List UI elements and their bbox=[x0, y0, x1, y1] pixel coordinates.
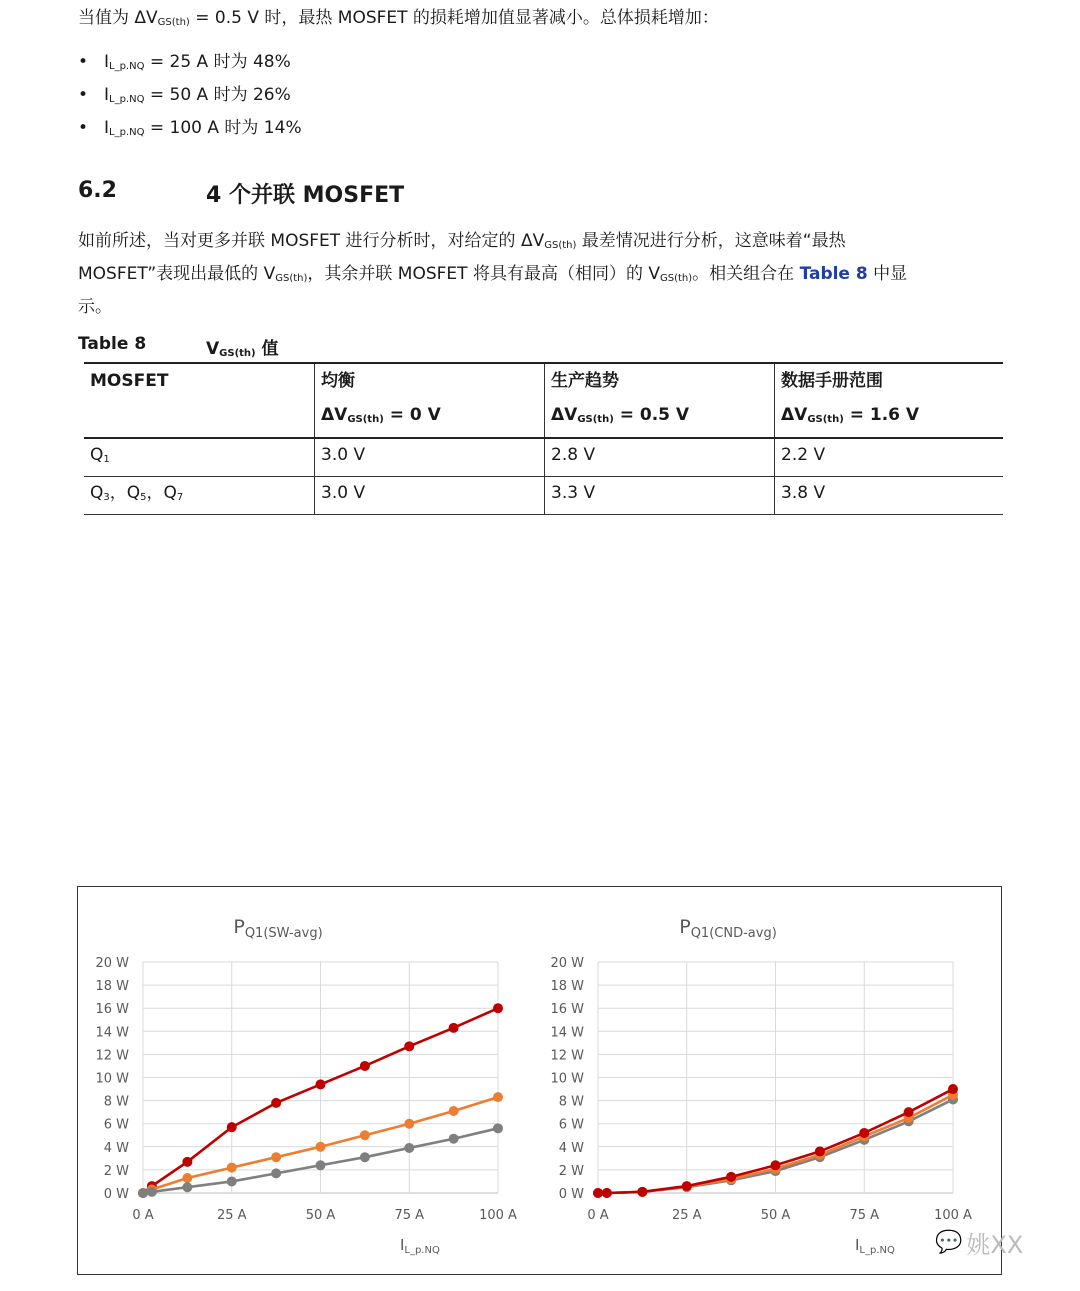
table-cell: 3.0 V bbox=[315, 477, 545, 515]
data-point bbox=[404, 1041, 414, 1051]
data-point bbox=[493, 1092, 503, 1102]
row-label: $Q_3$，$Q_5$，$Q_7$ bbox=[84, 477, 315, 515]
data-point bbox=[227, 1176, 237, 1186]
section-title: 4 个并联 MOSFET bbox=[206, 183, 405, 208]
data-point bbox=[449, 1134, 459, 1144]
intro-text: 当值为 $\Delta V_{GS(th)} = 0.5$ V 时，最热 MOSFET 的损耗增加值显著减小。总体损耗增加： bbox=[78, 8, 719, 28]
data-point bbox=[227, 1122, 237, 1132]
table-title: $V_{GS(th)}$ 值 bbox=[206, 339, 279, 359]
y-tick-label: 20 W bbox=[95, 956, 129, 971]
y-tick-label: 4 W bbox=[558, 1140, 584, 1156]
table-cell: 2.2 V bbox=[775, 438, 1004, 477]
table-cell: 3.0 V bbox=[315, 438, 545, 477]
y-tick-label: 12 W bbox=[550, 1048, 584, 1064]
data-point bbox=[360, 1130, 370, 1140]
data-point bbox=[271, 1168, 281, 1178]
y-tick-label: 10 W bbox=[95, 1071, 129, 1087]
data-point bbox=[682, 1181, 692, 1191]
x-tick-label: 75 A bbox=[849, 1208, 880, 1223]
x-tick-label: 100 A bbox=[479, 1208, 517, 1223]
table-row bbox=[84, 477, 1003, 515]
data-point bbox=[316, 1142, 326, 1152]
data-point bbox=[404, 1119, 414, 1129]
x-tick-label: 100 A bbox=[934, 1208, 972, 1223]
y-tick-label: 18 W bbox=[550, 979, 584, 995]
y-tick-label: 0 W bbox=[103, 1187, 129, 1202]
data-point bbox=[271, 1152, 281, 1162]
table-header-row bbox=[84, 363, 1003, 438]
data-point bbox=[404, 1143, 414, 1153]
data-point bbox=[815, 1146, 825, 1156]
wechat-icon: 💬 bbox=[935, 1230, 963, 1255]
x-tick-label: 0 A bbox=[587, 1208, 609, 1223]
data-point bbox=[138, 1188, 148, 1198]
section-number: 6.2 bbox=[78, 178, 117, 203]
y-tick-label: 6 W bbox=[558, 1117, 584, 1133]
y-tick-label: 14 W bbox=[95, 1025, 129, 1041]
x-tick-label: 25 A bbox=[216, 1208, 247, 1223]
x-tick-label: 50 A bbox=[760, 1208, 791, 1223]
table-8-link[interactable]: Table 8 bbox=[799, 264, 868, 284]
y-tick-label: 18 W bbox=[95, 979, 129, 995]
header-datasheet-range: 数据手册范围 $\Delta V_{GS(th)} = 1.6$ V bbox=[775, 363, 1004, 438]
data-point bbox=[602, 1188, 612, 1198]
table-row bbox=[84, 438, 1003, 477]
data-point bbox=[948, 1084, 958, 1094]
data-point bbox=[493, 1123, 503, 1133]
watermark-text: 姚XX bbox=[966, 1231, 1024, 1259]
data-point bbox=[147, 1187, 157, 1197]
y-tick-label: 2 W bbox=[558, 1163, 584, 1179]
y-tick-label: 8 W bbox=[558, 1094, 584, 1110]
body-paragraph: 如前所述，当对更多并联 MOSFET 进行分析时，对给定的 $\Delta V_{GS(th)}$ 最差情况进行分析，这意味着“最热 MOSFET”表现出最低的 $V_{GS(th)}$，其余并联 MOSFET 将具有最高（相同）的 $V_{GS(th)}$。相关组合在 Table 8 中显 示。 bbox=[78, 231, 908, 317]
list-item: • $I_{L\_p.NQ} = 50$ A 时为 26% bbox=[78, 80, 302, 113]
list-item: • $I_{L\_p.NQ} = 100$ A 时为 14% bbox=[78, 113, 302, 146]
charts-frame bbox=[77, 886, 1002, 1275]
chart-title: $P_{Q1(SW-avg)}$ bbox=[233, 916, 323, 941]
data-point bbox=[316, 1160, 326, 1170]
x-axis-label: IL_p.NQ bbox=[854, 1236, 895, 1256]
chart-title: $P_{Q1(CND-avg)}$ bbox=[679, 916, 777, 941]
data-point bbox=[316, 1079, 326, 1089]
table-cell: 3.3 V bbox=[545, 477, 775, 515]
data-point bbox=[360, 1152, 370, 1162]
y-tick-label: 14 W bbox=[550, 1025, 584, 1041]
table-cell: 2.8 V bbox=[545, 438, 775, 477]
header-mosfet: MOSFET bbox=[90, 371, 169, 391]
data-point bbox=[904, 1107, 914, 1117]
x-tick-label: 50 A bbox=[305, 1208, 336, 1223]
data-point bbox=[360, 1061, 370, 1071]
y-tick-label: 20 W bbox=[550, 956, 584, 971]
y-tick-label: 10 W bbox=[550, 1071, 584, 1087]
data-point bbox=[449, 1023, 459, 1033]
row-label: $Q_1$ bbox=[84, 438, 315, 477]
x-tick-label: 25 A bbox=[671, 1208, 702, 1223]
data-point bbox=[593, 1188, 603, 1198]
y-tick-label: 12 W bbox=[95, 1048, 129, 1064]
data-point bbox=[859, 1128, 869, 1138]
table-label: Table 8 bbox=[78, 334, 147, 354]
y-tick-label: 16 W bbox=[550, 1002, 584, 1018]
x-tick-label: 75 A bbox=[394, 1208, 425, 1223]
y-tick-label: 8 W bbox=[103, 1094, 129, 1110]
loss-charts bbox=[78, 887, 1003, 1276]
loss-increase-list bbox=[78, 47, 302, 146]
y-tick-label: 4 W bbox=[103, 1140, 129, 1156]
table-cell: 3.8 V bbox=[775, 477, 1004, 515]
y-tick-label: 0 W bbox=[558, 1187, 584, 1202]
data-point bbox=[449, 1106, 459, 1116]
watermark bbox=[935, 1225, 1023, 1260]
list-item: • $I_{L\_p.NQ} = 25$ A 时为 48% bbox=[78, 47, 302, 80]
y-tick-label: 16 W bbox=[95, 1002, 129, 1018]
data-point bbox=[271, 1098, 281, 1108]
y-tick-label: 2 W bbox=[103, 1163, 129, 1179]
vgs-th-table bbox=[84, 362, 1003, 515]
data-point bbox=[182, 1157, 192, 1167]
data-point bbox=[182, 1182, 192, 1192]
data-point bbox=[493, 1003, 503, 1013]
y-tick-label: 6 W bbox=[103, 1117, 129, 1133]
x-tick-label: 0 A bbox=[132, 1208, 154, 1223]
data-point bbox=[637, 1187, 647, 1197]
x-axis-label: IL_p.NQ bbox=[399, 1236, 440, 1256]
data-point bbox=[227, 1163, 237, 1173]
header-balanced: 均衡 $\Delta V_{GS(th)} = 0$ V bbox=[315, 363, 545, 438]
header-production-trend: 生产趋势 $\Delta V_{GS(th)} = 0.5$ V bbox=[545, 363, 775, 438]
data-point bbox=[726, 1172, 736, 1182]
data-point bbox=[182, 1173, 192, 1183]
data-point bbox=[771, 1160, 781, 1170]
